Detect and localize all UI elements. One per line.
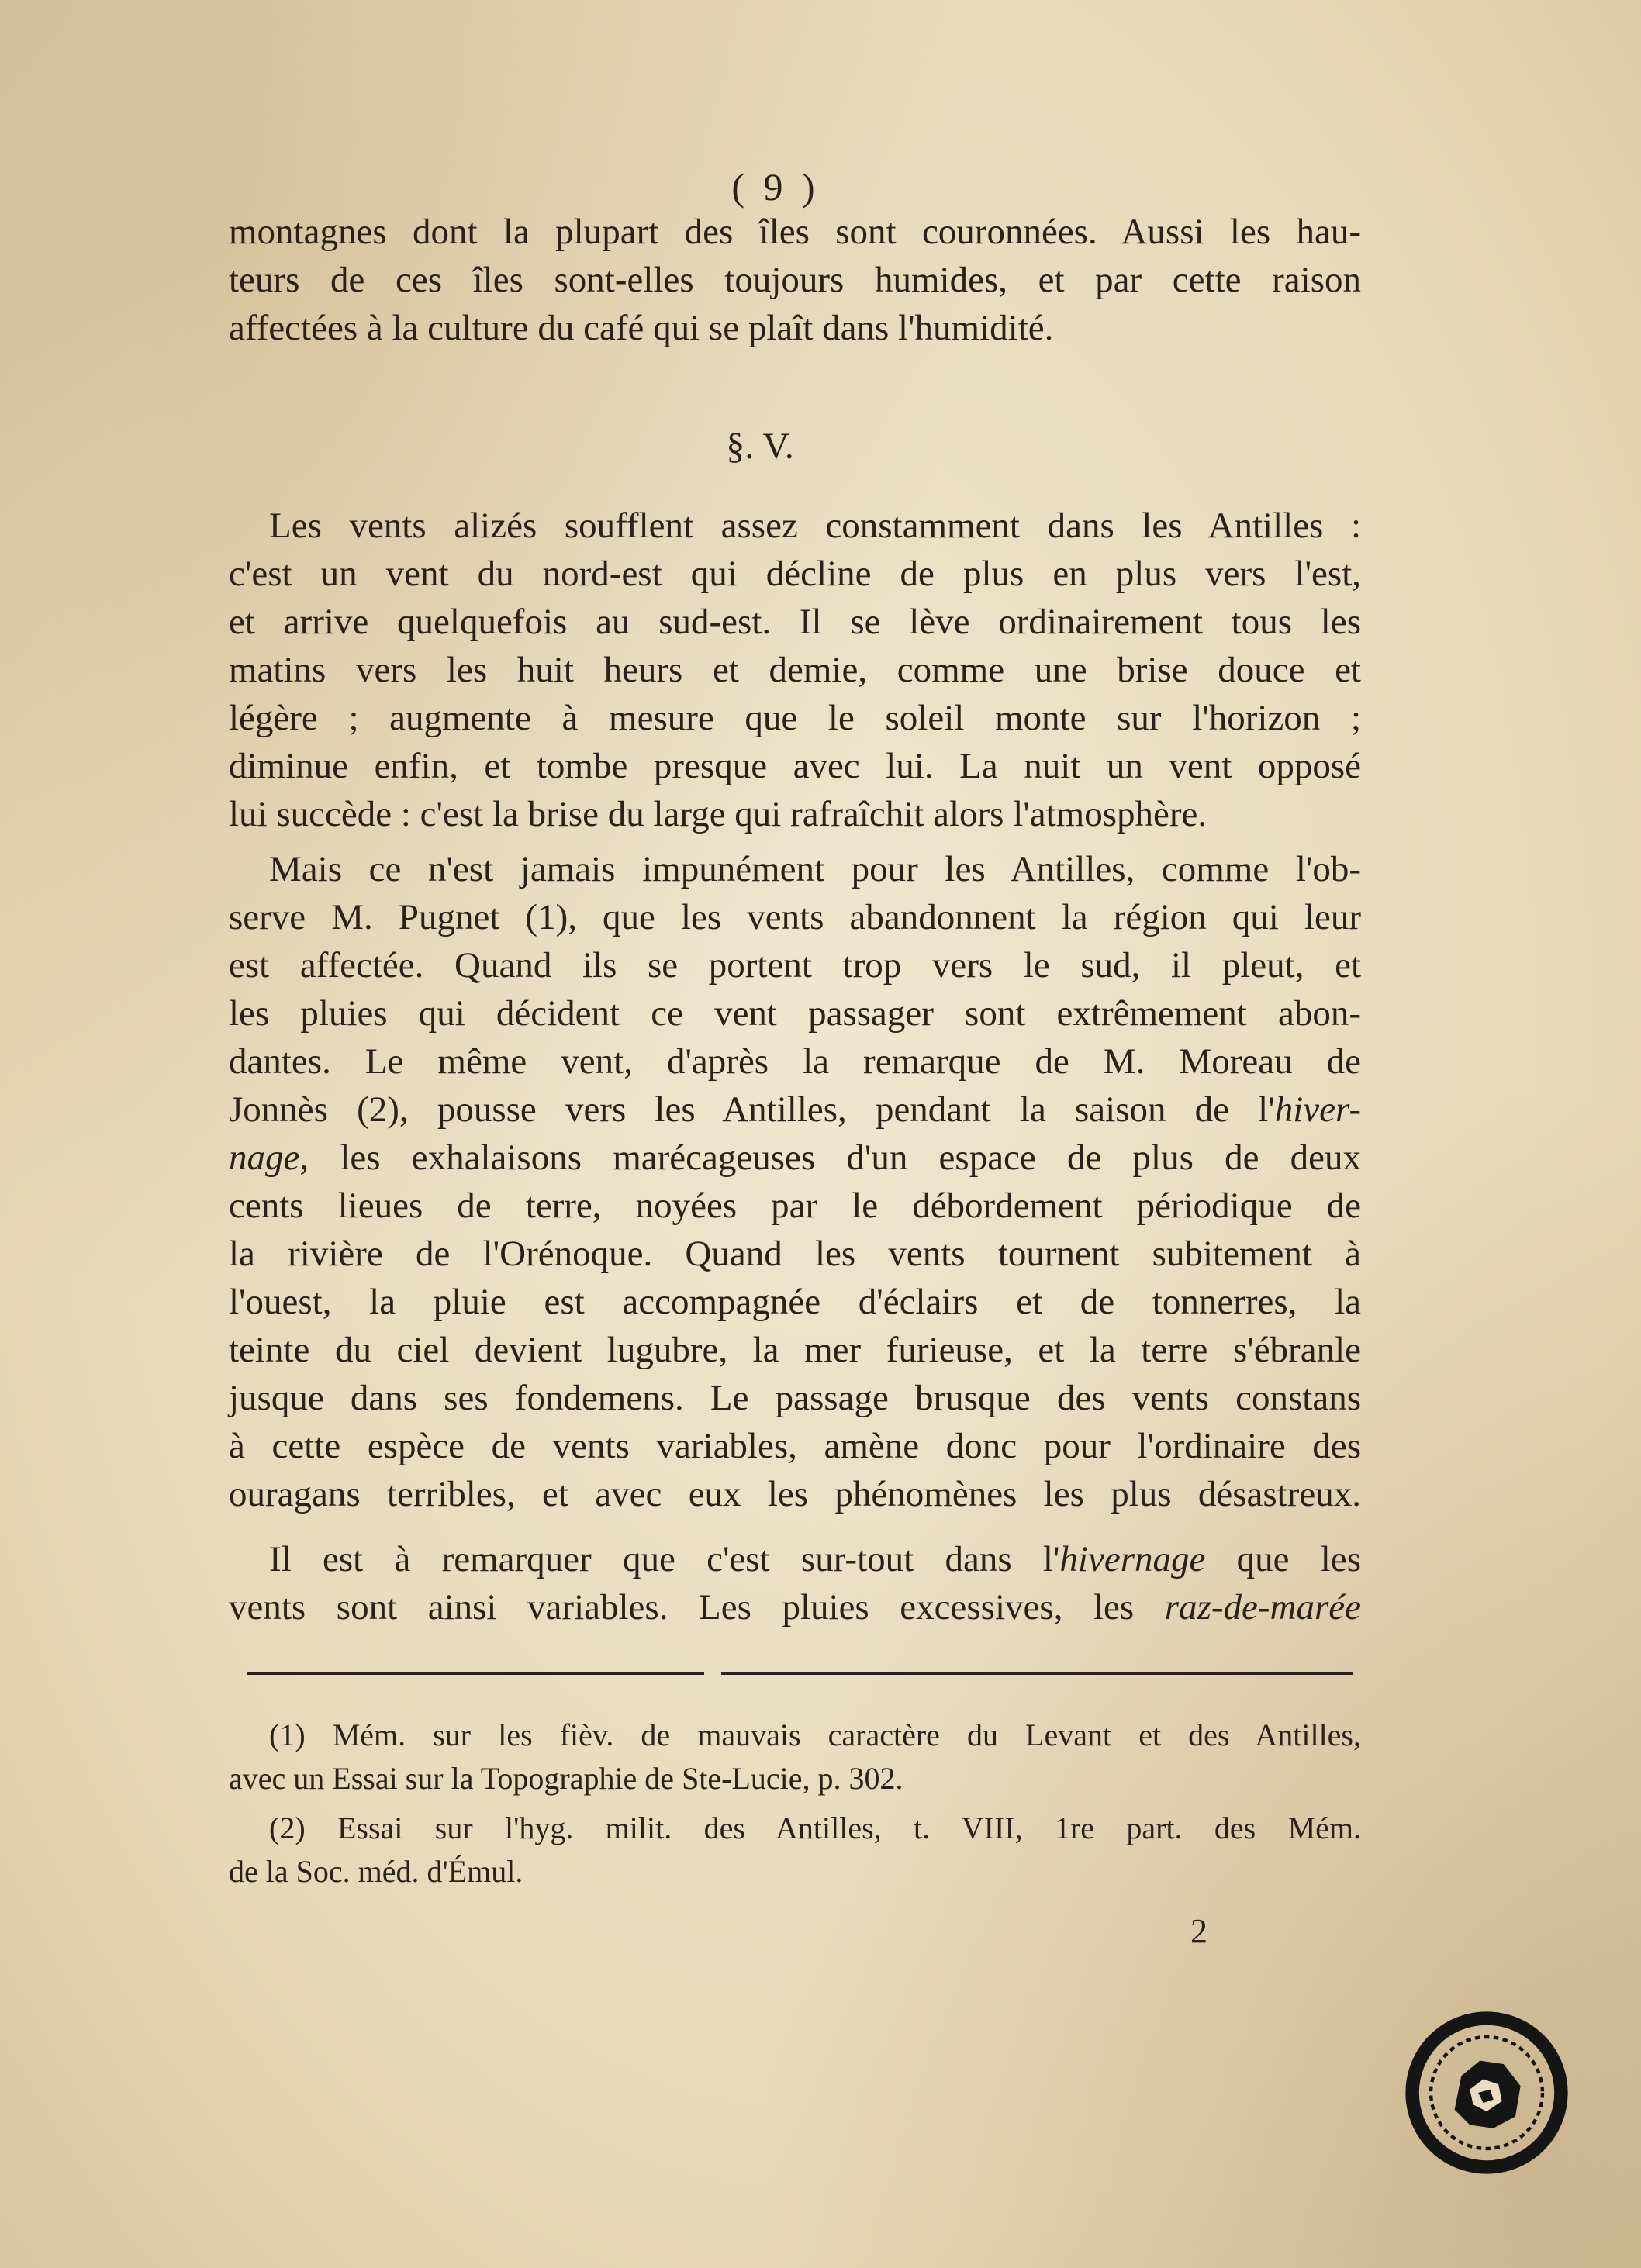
text-line: dantes. Le même vent, d'après la remarque de M. Moreau de bbox=[229, 1041, 1361, 1082]
text-line: la rivière de l'Orénoque. Quand les vents tournent subitement à bbox=[229, 1234, 1361, 1274]
text-line: teinte du ciel devient lugubre, la mer furieuse, et la terre s'ébranle bbox=[229, 1330, 1361, 1370]
text-line: à cette espèce de vents variables, amène donc pour l'ordinaire des bbox=[229, 1426, 1361, 1466]
text-line: ouragans terribles, et avec eux les phénomènes les plus désastreux. bbox=[229, 1474, 1361, 1514]
footnote-line: de la Soc. méd. d'Émul. bbox=[229, 1854, 523, 1889]
text-line: montagnes dont la plupart des îles sont couronnées. Aussi les hau- bbox=[229, 212, 1361, 252]
text-line: teurs de ces îles sont-elles toujours humides, et par cette raison bbox=[229, 260, 1361, 300]
text-line: Jonnès (2), pousse vers les Antilles, pendant la saison de l'hiver- bbox=[229, 1089, 1361, 1130]
text-line: les pluies qui décident ce vent passager sont extrêmement abon- bbox=[229, 993, 1361, 1034]
footnote-rule-left bbox=[247, 1672, 704, 1675]
signature-mark: 2 bbox=[1190, 1912, 1207, 1950]
text-line: diminue enfin, et tombe presque avec lui. La nuit un vent opposé bbox=[229, 746, 1361, 786]
text-line: affectées à la culture du café qui se plaît dans l'humidité. bbox=[229, 308, 1054, 348]
text-line: Les vents alizés soufflent assez constamment dans les Antilles : bbox=[269, 506, 1361, 546]
text-line: matins vers les huit heurs et demie, comme une brise douce et bbox=[229, 650, 1361, 690]
text-line: cents lieues de terre, noyées par le débordement périodique de bbox=[229, 1186, 1361, 1226]
text-line: légère ; augmente à mesure que le soleil monte sur l'horizon ; bbox=[229, 698, 1361, 738]
text-line: vents sont ainsi variables. Les pluies excessives, les raz-de-marée bbox=[229, 1587, 1361, 1628]
footnote-line: (2) Essai sur l'hyg. milit. des Antilles, t. VIII, 1re part. des Mém. bbox=[269, 1811, 1361, 1845]
text-line: c'est un vent du nord-est qui décline de plus en plus vers l'est, bbox=[229, 554, 1361, 594]
text-line: Il est à remarquer que c'est sur-tout dans l'hivernage que les bbox=[269, 1539, 1361, 1579]
text-line: Mais ce n'est jamais impunément pour les Antilles, comme l'ob- bbox=[269, 849, 1361, 889]
text-line: est affectée. Quand ils se portent trop vers le sud, il pleut, et bbox=[229, 945, 1361, 986]
text-line: et arrive quelquefois au sud-est. Il se lève ordinairement tous les bbox=[229, 602, 1361, 642]
text-line: jusque dans ses fondemens. Le passage brusque des vents constans bbox=[229, 1378, 1361, 1418]
text-line: lui succède : c'est la brise du large qui rafraîchit alors l'atmosphère. bbox=[229, 794, 1207, 834]
footnote-line: (1) Mém. sur les fièv. de mauvais caractère du Levant et des Antilles, bbox=[269, 1717, 1361, 1752]
section-heading: §. V. bbox=[726, 426, 794, 467]
page-number: ( 9 ) bbox=[731, 165, 820, 209]
text-line: serve M. Pugnet (1), que les vents abandonnent la région qui leur bbox=[229, 897, 1361, 937]
footnote-rule-right bbox=[721, 1672, 1353, 1675]
text-line: nage, les exhalaisons marécageuses d'un espace de plus de deux bbox=[229, 1137, 1361, 1178]
text-line: l'ouest, la pluie est accompagnée d'éclairs et de tonnerres, la bbox=[229, 1282, 1361, 1322]
library-stamp-icon bbox=[1402, 2008, 1571, 2177]
footnote-line: avec un Essai sur la Topographie de Ste-Lucie, p. 302. bbox=[229, 1761, 903, 1796]
